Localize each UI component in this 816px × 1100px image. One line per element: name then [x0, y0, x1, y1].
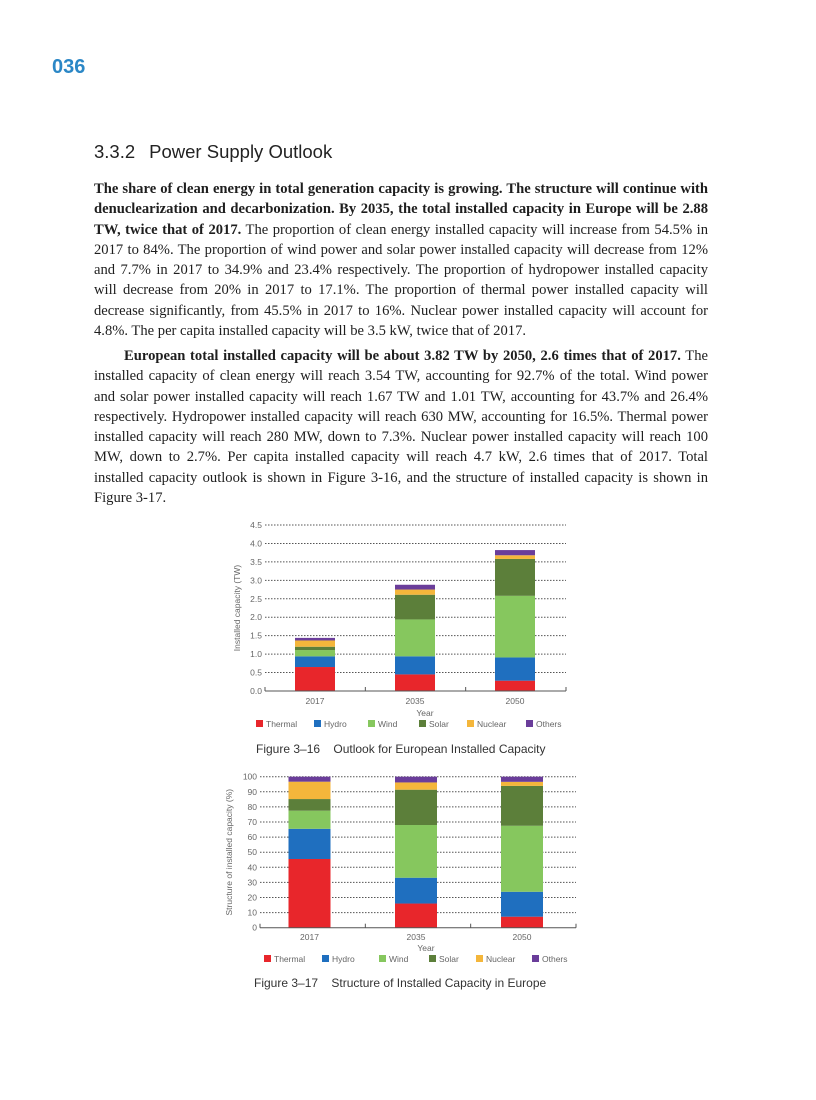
legend-swatch-wind [368, 720, 375, 727]
y-tick-label: 80 [247, 801, 257, 812]
bar-segment-hydro-2017 [295, 656, 335, 667]
bar-segment-wind-2017 [289, 811, 331, 829]
legend-swatch-solar [419, 720, 426, 727]
bar-segment-wind-2017 [295, 650, 335, 656]
legend [264, 954, 568, 964]
page-number: 036 [52, 56, 86, 78]
bar-segment-others-2050 [501, 777, 543, 782]
legend-swatch-nuclear [467, 720, 474, 727]
legend-label-solar: Solar [439, 954, 459, 964]
y-tick-label: 60 [247, 832, 257, 843]
y-tick-label: 50 [247, 847, 257, 858]
bar-segment-wind-2035 [395, 619, 435, 656]
y-tick-label: 40 [247, 862, 257, 873]
legend-label-hydro: Hydro [332, 954, 355, 964]
chart-1 [232, 520, 566, 729]
legend-label-wind: Wind [378, 719, 398, 729]
bar-segment-hydro-2017 [289, 829, 331, 859]
paragraph-2-body: The installed capacity of clean energy will reach 3.54 TW, accounting for 92.7% of the total. Wind power and solar power installed capacity will reach 1.67 TW and 1.01 TW, accounting for 43.7% and 26.4% respectively. Hydropower installed capacity will reach 630 MW, accounting for 16.5%. Thermal power installed capacity will reach 280 MW, down to 7.3%. Nuclear power installed capacity will reach 100 MW, down to 2.7%. Per capita installed capacity will reach 4.7 kW, 2.6 times that of 2017. Total installed capacity outlook is shown in Figure 3-16, and the structure of installed capacity is shown in Figure 3-17. [94, 348, 708, 507]
y-tick-label: 70 [247, 817, 257, 827]
bar-segment-solar-2050 [501, 786, 543, 826]
y-tick-label: 3.5 [250, 556, 262, 567]
bar-segment-solar-2017 [289, 799, 331, 811]
y-tick-label: 0.0 [250, 686, 262, 696]
paragraph-2 [94, 346, 708, 508]
bar-segment-thermal-2050 [501, 917, 543, 928]
bar-segment-hydro-2050 [495, 657, 535, 680]
legend-label-thermal: Thermal [266, 719, 298, 729]
bar-segment-solar-2050 [495, 559, 535, 596]
bar-segment-others-2017 [295, 638, 335, 641]
bar-segment-solar-2035 [395, 595, 435, 620]
y-tick-label: 4.0 [250, 538, 262, 549]
bar-segment-solar-2017 [295, 647, 335, 650]
y-tick-label: 2.5 [250, 593, 262, 604]
section-title: Power Supply Outlook [149, 141, 333, 162]
legend [256, 719, 562, 729]
bar-segment-nuclear-2017 [295, 640, 335, 646]
y-tick-label: 100 [242, 771, 257, 782]
legend-label-others: Others [542, 954, 568, 964]
y-tick-label: 2.0 [250, 612, 262, 623]
y-axis-label: Installed capacity (TW) [232, 564, 242, 652]
y-tick-label: 1.5 [250, 630, 262, 641]
y-axis-label: Structure of installed capacity (%) [224, 788, 234, 916]
figure-3-17-caption: Figure 3–17 Structure of Installed Capacity in Europe [254, 976, 547, 990]
y-tick-label: 20 [247, 892, 257, 903]
x-axis-label: Year [417, 943, 435, 953]
legend-swatch-thermal [264, 955, 271, 962]
bar-segment-thermal-2050 [495, 681, 535, 691]
legend-swatch-wind [379, 955, 386, 962]
paragraph-2-lead: European total installed capacity will be about 3.82 TW by 2050, 2.6 times that of 2017. [124, 348, 681, 364]
y-tick-label: 0 [252, 922, 257, 933]
bar-segment-others-2017 [289, 777, 331, 782]
bar-segment-hydro-2050 [501, 892, 543, 917]
paragraph-1-body: The proportion of clean energy installed capacity will increase from 54.5% in 2017 to 84%. The proportion of wind power and solar power installed capacity will decrease from 12% and 7.7% in 2017 to 34.9% and 23.4% respectively. The proportion of hydropower installed capacity will decrease from 20% in 2017 to 17.1%. The proportion of thermal power installed capacity will decrease significantly, from 45.5% in 2017 to 16%. Nuclear power installed capacity will account for 4.8%. The per capita installed capacity will be 3.5 kW, twice that of 2017. [94, 221, 708, 340]
bar-segment-others-2050 [495, 550, 535, 555]
bar-segment-nuclear-2035 [395, 590, 435, 595]
legend-label-solar: Solar [429, 719, 449, 729]
paragraph-1-lead: The share of clean energy in total generation capacity is growing. The structure will continue with denuclearization and decarbonization. By 2035, the total installed capacity in Europe will be 2.88 TW, twice that of 2017. [94, 181, 708, 238]
y-tick-label: 30 [247, 877, 257, 888]
legend-label-hydro: Hydro [324, 719, 347, 729]
legend-label-thermal: Thermal [274, 954, 306, 964]
x-tick-label: 2017 [300, 932, 319, 942]
legend-label-others: Others [536, 719, 562, 729]
bar-segment-thermal-2035 [395, 904, 437, 928]
legend-swatch-others [526, 720, 533, 727]
y-tick-label: 90 [247, 786, 257, 797]
bar-segment-nuclear-2050 [495, 555, 535, 559]
bar-segment-wind-2035 [395, 825, 437, 878]
bar-segment-thermal-2035 [395, 674, 435, 691]
legend-label-nuclear: Nuclear [477, 719, 507, 729]
bar-segment-hydro-2035 [395, 878, 437, 904]
y-tick-label: 4.5 [250, 520, 262, 530]
x-tick-label: 2035 [406, 932, 426, 942]
legend-swatch-others [532, 955, 539, 962]
section-number: 3.3.2 [94, 141, 136, 162]
bar-segment-others-2035 [395, 585, 435, 590]
figure-3-16-caption: Figure 3–16 Outlook for European Installed Capacity [256, 742, 546, 756]
legend-swatch-nuclear [476, 955, 483, 962]
legend-swatch-hydro [314, 720, 321, 727]
legend-swatch-thermal [256, 720, 263, 727]
legend-swatch-solar [429, 955, 436, 962]
bar-segment-nuclear-2035 [395, 782, 437, 789]
x-axis-label: Year [416, 708, 434, 718]
bar-segment-thermal-2017 [295, 667, 335, 691]
x-tick-label: 2050 [505, 696, 525, 706]
x-tick-label: 2035 [405, 696, 425, 706]
y-tick-label: 1.0 [250, 649, 262, 660]
legend-swatch-hydro [322, 955, 329, 962]
section-heading [94, 141, 332, 163]
x-tick-label: 2050 [512, 932, 532, 942]
x-tick-label: 2017 [305, 696, 325, 706]
chart-2 [224, 772, 576, 964]
y-tick-label: 10 [247, 907, 257, 918]
bar-segment-nuclear-2050 [501, 782, 543, 786]
paragraph-1 [94, 179, 708, 341]
legend-label-nuclear: Nuclear [486, 954, 516, 964]
bar-segment-nuclear-2017 [289, 782, 331, 799]
bar-segment-wind-2050 [495, 596, 535, 658]
bar-segment-solar-2035 [395, 790, 437, 825]
bar-segment-thermal-2017 [289, 859, 331, 928]
bar-segment-hydro-2035 [395, 656, 435, 674]
y-tick-label: 3.0 [250, 575, 262, 586]
y-tick-label: 0.5 [250, 667, 262, 678]
bar-segment-wind-2050 [501, 826, 543, 892]
legend-label-wind: Wind [389, 954, 409, 964]
bar-segment-others-2035 [395, 777, 437, 783]
